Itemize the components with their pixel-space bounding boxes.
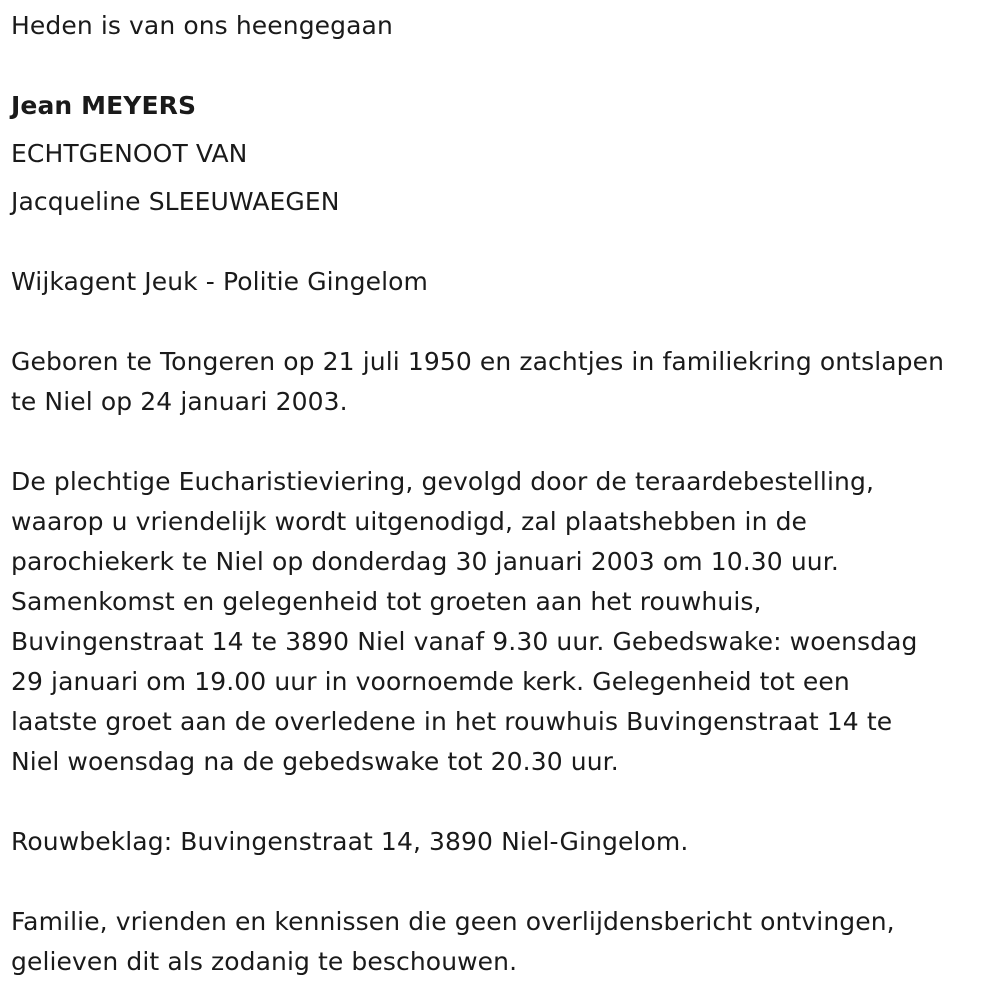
paragraph-line: Geboren te Tongeren op 21 juli 1950 en zachtjes in familiekring ontslapen: [11, 347, 945, 376]
paragraph-line: waarop u vriendelijk wordt uitgenodigd, zal plaatshebben in de: [11, 507, 808, 536]
paragraph-line: parochiekerk te Niel op donderdag 30 januari 2003 om 10.30 uur.: [11, 547, 839, 576]
paragraph-line: Familie, vrienden en kennissen die geen overlijdensbericht ontvingen,: [11, 907, 895, 936]
paragraph-line: gelieven dit als zodanig te beschouwen.: [11, 947, 518, 976]
spouse-name: Jacqueline SLEEUWAEGEN: [11, 187, 340, 216]
ceremony-paragraph: [11, 462, 918, 782]
birth-death-paragraph: [11, 342, 944, 422]
deceased-name: Jean MEYERS: [11, 91, 197, 120]
relation-line: ECHTGENOOT VAN: [11, 139, 248, 168]
closing-paragraph: [11, 902, 895, 982]
paragraph-line: laatste groet aan de overledene in het rouwhuis Buvingenstraat 14 te: [11, 707, 893, 736]
paragraph-line: Buvingenstraat 14 te 3890 Niel vanaf 9.30 uur. Gebedswake: woensdag: [11, 627, 918, 656]
paragraph-line: Niel woensdag na de gebedswake tot 20.30 uur.: [11, 747, 619, 776]
paragraph-line: Samenkomst en gelegenheid tot groeten aan het rouwhuis,: [11, 587, 762, 616]
condolence-line: Rouwbeklag: Buvingenstraat 14, 3890 Niel-Gingelom.: [11, 827, 689, 856]
paragraph-line: De plechtige Eucharistieviering, gevolgd door de teraardebestelling,: [11, 467, 874, 496]
occupation-line: Wijkagent Jeuk - Politie Gingelom: [11, 267, 429, 296]
paragraph-line: te Niel op 24 januari 2003.: [11, 387, 348, 416]
intro-line: Heden is van ons heengegaan: [11, 11, 393, 40]
paragraph-line: 29 januari om 19.00 uur in voornoemde kerk. Gelegenheid tot een: [11, 667, 850, 696]
